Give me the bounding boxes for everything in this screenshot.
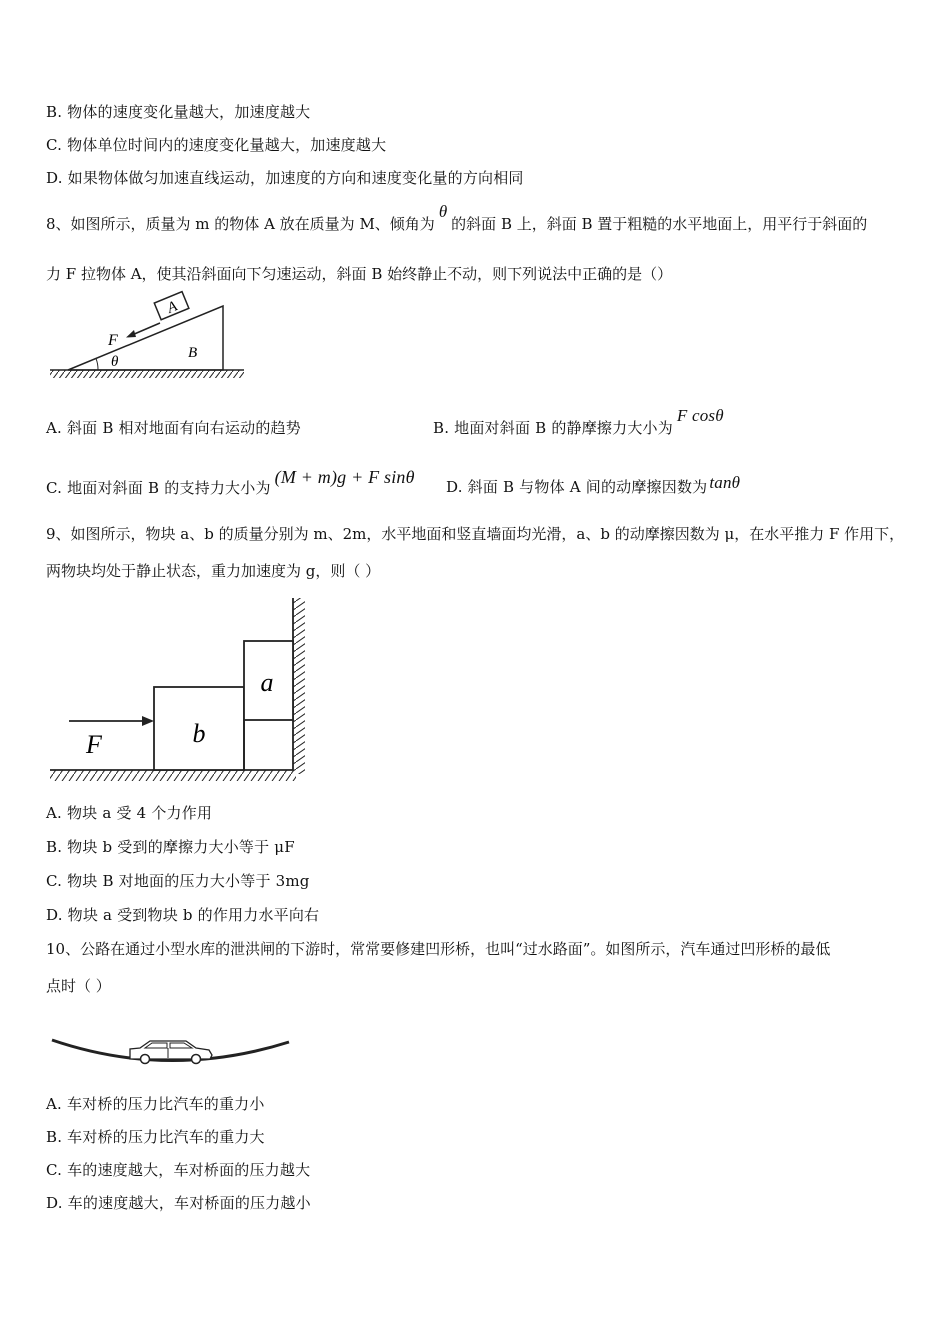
- q10-stem-line1: 10、公路在通过小型水库的泄洪闸的下游时，常常要修建凹形桥，也叫“过水路面”。如图所示，汽车通过凹形桥的最低: [46, 940, 831, 958]
- q9-option-d: D. 物块 a 受到物块 b 的作用力水平向右: [46, 906, 320, 924]
- q7-option-b: B. 物体的速度变化量越大，加速度越大: [46, 103, 311, 121]
- q8-option-b: [433, 406, 724, 438]
- q8-option-b-math: F cosθ: [676, 406, 724, 425]
- label-f: F: [86, 730, 102, 759]
- angle-arc: [96, 359, 98, 371]
- force-arrowhead: [126, 330, 136, 338]
- q10-stem-line2: 点时（ ）: [46, 977, 111, 995]
- q9-option-c: C. 物块 B 对地面的压力大小等于 3mg: [46, 872, 310, 890]
- q8-option-c-text: C. 地面对斜面 B 的支持力大小为: [46, 479, 271, 497]
- block-a: [154, 292, 189, 321]
- force-arrowhead: [142, 716, 154, 726]
- q8-stem-part2: 的斜面 B 上，斜面 B 置于粗糙的水平地面上，用平行于斜面的: [451, 215, 868, 233]
- q8-option-b-text: B. 地面对斜面 B 的静摩擦力大小为: [433, 419, 673, 437]
- q10-bridge-figure: [46, 1028, 296, 1068]
- q9-option-b: B. 物块 b 受到的摩擦力大小等于 μF: [46, 838, 295, 856]
- q9-option-a: A. 物块 a 受 4 个力作用: [46, 804, 213, 822]
- q8-option-d-text: D. 斜面 B 与物体 A 间的动摩擦因数为: [446, 478, 708, 496]
- q10-option-a: A. 车对桥的压力比汽车的重力小: [46, 1095, 265, 1113]
- q7-option-d: D. 如果物体做匀加速直线运动，加速度的方向和速度变化量的方向相同: [46, 169, 524, 187]
- q10-option-d: D. 车的速度越大，车对桥面的压力越小: [46, 1194, 311, 1212]
- q7-option-c: C. 物体单位时间内的速度变化量越大，加速度越大: [46, 136, 387, 154]
- q9-blocks-figure: [46, 594, 316, 786]
- q8-option-c: [46, 467, 415, 498]
- q10-option-b: B. 车对桥的压力比汽车的重力大: [46, 1128, 265, 1146]
- q8-option-a: A. 斜面 B 相对地面有向右运动的趋势: [46, 419, 301, 437]
- label-b: b: [192, 719, 206, 748]
- q8-stem-part1: 8、如图所示，质量为 m 的物体 A 放在质量为 M、倾角为: [46, 215, 435, 233]
- label-f: F: [108, 332, 118, 349]
- label-b: B: [188, 345, 198, 361]
- q9-stem-line2: 两物块均处于静止状态，重力加速度为 g，则（ ）: [46, 562, 381, 580]
- q8-option-d-math: tanθ: [709, 473, 741, 492]
- floor-hatch: [50, 770, 296, 781]
- q8-incline-figure: [46, 300, 246, 382]
- incline-b: [68, 306, 223, 370]
- q10-option-c: C. 车的速度越大，车对桥面的压力越大: [46, 1161, 311, 1179]
- q9-stem-line1: 9、如图所示，物块 a、b 的质量分别为 m、2m，水平地面和竖直墙面均光滑，a、b 的动摩擦因数为 μ，在水平推力 F 作用下，: [46, 525, 905, 543]
- label-a: A: [165, 298, 180, 317]
- q8-option-c-math: (M + m)g + F sinθ: [274, 467, 415, 487]
- q8-stem-line2: 力 F 拉物体 A，使其沿斜面向下匀速运动，斜面 B 始终静止不动，则下列说法中正确的是（）: [46, 265, 673, 283]
- q8-stem-line1: [46, 202, 868, 234]
- q8-option-d: [446, 473, 741, 497]
- label-theta: θ: [111, 354, 119, 370]
- q8-theta: θ: [438, 202, 448, 221]
- ground-hatch: [50, 370, 244, 378]
- label-a: a: [260, 668, 274, 697]
- wall-hatch: [293, 598, 305, 774]
